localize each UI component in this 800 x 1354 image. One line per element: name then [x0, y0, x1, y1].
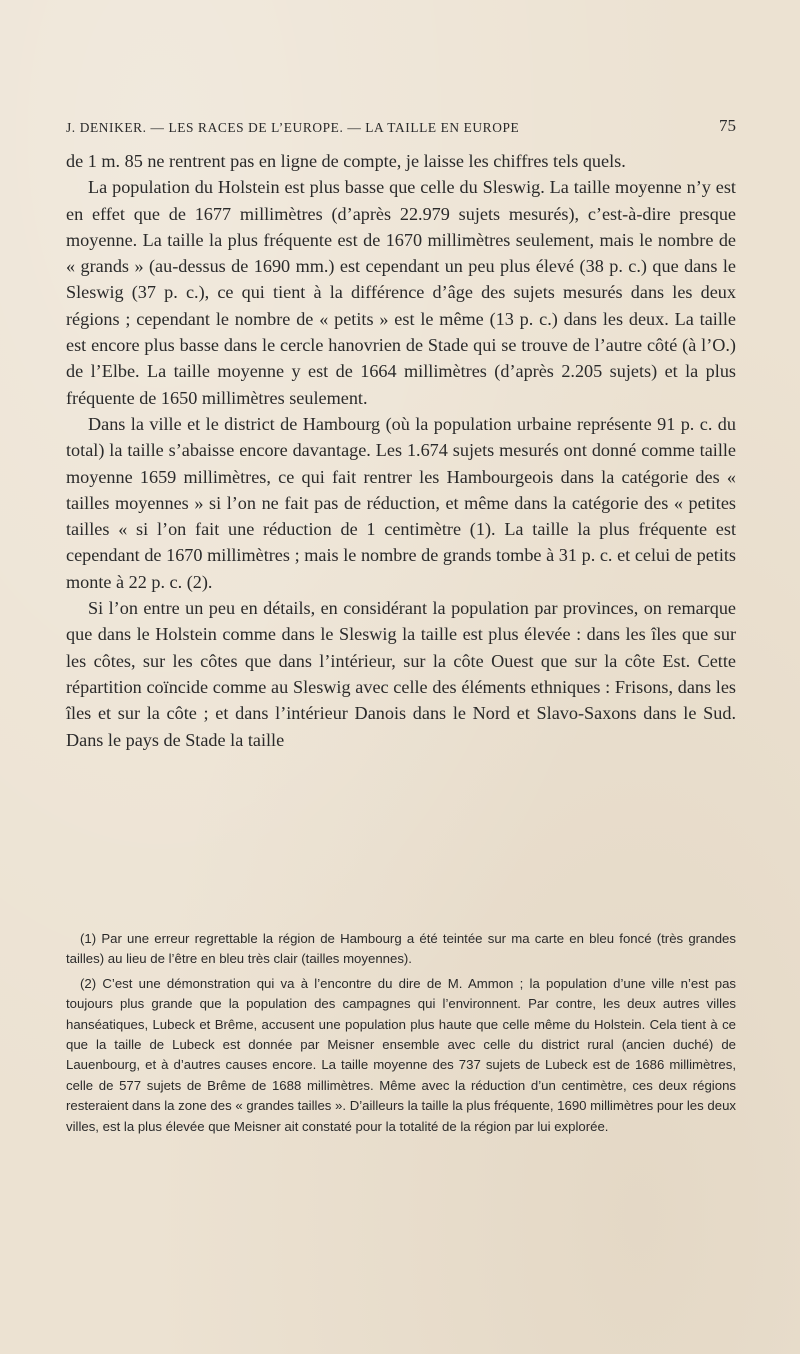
running-header [66, 116, 736, 140]
paragraph: Dans la ville et le district de Hambourg (où la population urbaine représente 91 p. c. du total) la taille s’abaisse encore davantage. Les 1.674 sujets mesurés ont donné comme taille moyenne 1659 millimètres, ce qui fait rentrer les Hambourgeois dans la catégorie des « tailles moyennes » si l’on ne fait pas de réduction, et même dans la catégorie des « petites tailles « si l’on fait une réduction de 1 centimètre (1). La taille la plus fréquente est cependant de 1670 millimètres ; mais le nombre de grands tombe à 31 p. c. et celui de petits monte à 22 p. c. (2). [66, 413, 736, 592]
paragraph: Si l’on entre un peu en détails, en considérant la population par provinces, on remarque que dans le Holstein comme dans le Sleswig la taille est plus élevée : dans les îles que sur les côtes, sur les côtes que dans l’intérieur, sur la côte Ouest que sur la côte Est. Cette répartition coïncide comme au Sleswig avec celle des éléments ethniques : Frisons, dans les îles et sur la côte ; et dans l’intérieur Danois dans le Nord et Slavo-Saxons dans le Sud. Dans le pays de Stade la taille [66, 598, 736, 750]
main-text [66, 148, 736, 753]
paragraph: La population du Holstein est plus basse que celle du Sleswig. La taille moyenne n’y est en effet que de 1677 millimètres (d’après 22.979 sujets mesurés), c’est-à-dire presque moyenne. La taille la plus fréquente est de 1670 millimètres seulement, mais le nombre de « grands » (au-dessus de 1690 mm.) est cependant un peu plus élevé (38 p. c.) que dans le Sleswig (37 p. c.), ce qui tient à la différence d’âge des sujets mesurés dans les deux régions ; cependant le nombre de « petits » est le même (13 p. c.) dans les deux. La taille est encore plus basse dans le cercle hanovrien de Stade qui se trouve de l’autre côté (à l’O.) de l’Elbe. La taille moyenne y est de 1664 millimètres (d’après 2.205 sujets) et la plus fréquente de 1650 millimètres seulement. [66, 177, 736, 408]
footnote: (1) Par une erreur regrettable la région de Hambourg a été teintée sur ma carte en bleu foncé (très grandes tailles) au lieu de l’être en bleu très clair (tailles moyennes). [66, 931, 736, 967]
footnote: (2) C’est une démonstration qui va à l’encontre du dire de M. Ammon ; la population d’une ville n’est pas toujours plus grande que la population des campagnes qui l’environnent. Par contre, les deux autres villes hanséatiques, Lubeck et Brême, accusent une population plus haute que celle même du Holstein. Cela tient à ce que la taille de Lubeck est donnée par Meisner ensemble avec celle du district rural (ancien duché) de Lauenbourg, et à d’autres causes encore. La taille moyenne des 737 sujets de Lubeck est de 1686 millimètres, celle de 577 sujets de Brême de 1688 millimètres. Même avec la réduction d’un centimètre, ces deux régions resteraient dans la zone des « grandes tailles ». D’ailleurs la taille la plus fréquente, 1690 millimètres pour les deux villes, est la plus élevée que Meisner ait constaté pour la totalité de la région par lui explorée. [66, 975, 736, 1134]
footnotes [66, 929, 736, 1141]
running-title: J. DENIKER. — LES RACES DE L’EUROPE. — LA TAILLE EN EUROPE [66, 120, 520, 135]
page-number: 75 [719, 116, 736, 135]
paragraph: de 1 m. 85 ne rentrent pas en ligne de compte, je laisse les chiffres tels quels. [66, 151, 626, 171]
